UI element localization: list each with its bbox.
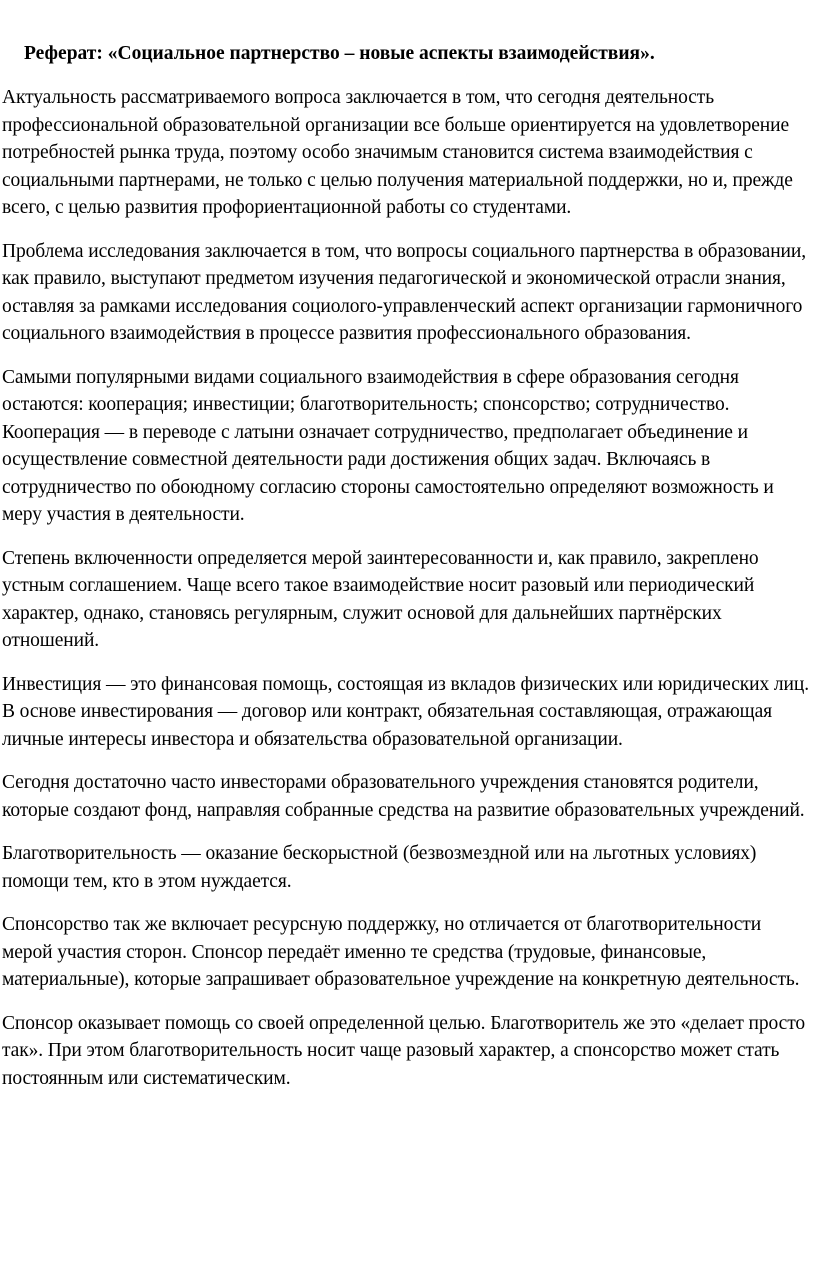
paragraph-charity: Благотворительность — оказание бескорыстной (безвозмездной или на льготных условиях) помощи тем, кто в этом нуждается. xyxy=(2,843,757,892)
paragraph-parent-investors: Сегодня достаточно часто инвесторами образовательного учреждения становятся родители, которые создают фонд, направляя собранные средства на развитие образовательных учреждений. xyxy=(2,772,805,821)
paragraph-investment: Инвестиция — это финансовая помощь, состоящая из вкладов физических или юридических лиц. В основе инвестирования — договор или контракт, обязательная составляющая, отражающая личные интересы инвестора и обязательства образовательной организации. xyxy=(2,673,809,750)
paragraph-sponsor-vs-benefactor: Спонсор оказывает помощь со своей определенной целью. Благотворитель же это «делает просто так». При этом благотворительность носит чаще разовый характер, а спонсорство может стать постоянным или систематическим. xyxy=(2,1012,806,1089)
paragraph-interaction-types: Самыми популярными видами социального взаимодействия в сфере образования сегодня остаются: кооперация; инвестиции; благотворительность; спонсорство; сотрудничество. Кооперация — в переводе с латыни означает сотрудничество, предполагает объединение и осуществление совместной деятельности ради достижения общих задач. Включаясь в сотрудничество по обоюдному согласию стороны самостоятельно определяют возможность и меру участия в деятельности. xyxy=(2,366,774,525)
paragraph-sponsorship: Спонсорство так же включает ресурсную поддержку, но отличается от благотворительности мерой участия сторон. Спонсор передаёт именно те средства (трудовые, финансовые, материальные), которые запрашивает образовательное учреждение на конкретную деятельность. xyxy=(2,914,800,990)
paragraph-involvement-degree: Степень включенности определяется мерой заинтересованности и, как правило, закреплено устным соглашением. Чаще всего такое взаимодействие носит разовый или периодический характер, однако, становясь регулярным, служит основой для дальнейших партнёрских отношений. xyxy=(2,547,759,651)
paragraph-relevance: Актуальность рассматриваемого вопроса заключается в том, что сегодня деятельность профессиональной образовательной организации все больше ориентируется на удовлетворение потребностей рынка труда, поэтому особо значимым становится система взаимодействия с социальными партнерами, не только с целью получения материальной поддержки, но и, прежде всего, с целью развития профориентационной работы со студентами. xyxy=(2,87,793,218)
document-title: Реферат: «Социальное партнерство – новые аспекты взаимодействия». xyxy=(24,43,655,64)
paragraph-research-problem: Проблема исследования заключается в том, что вопросы социального партнерства в образовании, как правило, выступают предметом изучения педагогической и экономической отрасли знания, оставляя за рамками исследования социолого-управленческий аспект организации гармоничного социального взаимодействия в процессе развития профессионального образования. xyxy=(2,240,806,344)
